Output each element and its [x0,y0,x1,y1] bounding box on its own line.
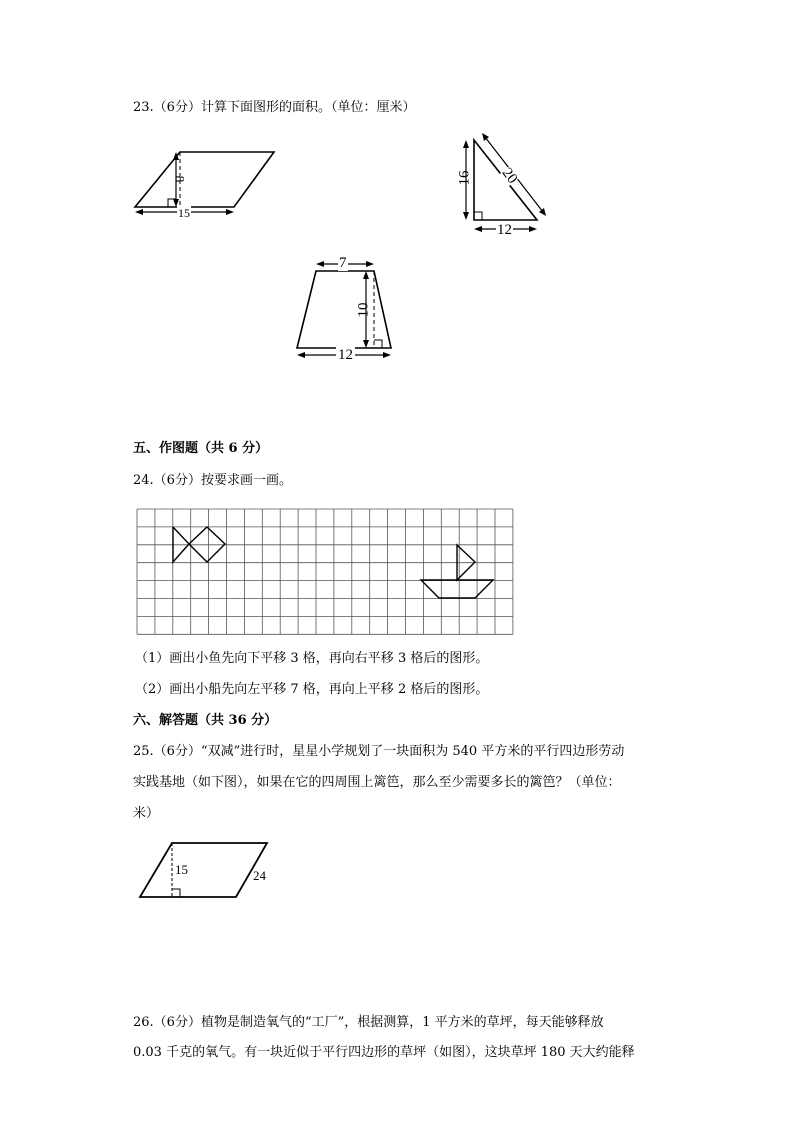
question-25-line2: 实践基地（如下图），如果在它的四周围上篱笆，那么至少需要多长的篱笆？（单位： [133,775,621,790]
question-23-text: 23.（6分）计算下面图形的面积。（单位：厘米） [133,100,416,115]
section-6-title: 六、解答题（共 36 分） [133,713,278,728]
fig1-base-label: 15 [178,206,190,220]
question-26-line1: 26.（6分）植物是制造氧气的“工厂”，根据测算，1 平方米的草坪，每天能够释放 [133,1015,604,1030]
question-25-line1: 25.（6分）“双减”进行时，星星小学规划了一块面积为 540 平方米的平行四边形劳动 [133,744,625,759]
fig2-hyp-label: 20 [498,165,521,187]
fig1-height-label: 8 [172,175,188,183]
fig2-height-label: 16 [456,170,473,186]
question-24-sub2: （2）画出小船先向左平移 7 格，再向上平移 2 格后的图形。 [135,682,489,697]
question-24-text: 24.（6分）按要求画一画。 [133,473,292,488]
fig2-base-label: 12 [497,222,512,238]
fig3-top-label: 7 [339,255,347,271]
fig3-bottom-label: 12 [338,347,353,363]
q25-side-label: 24 [253,868,266,883]
question-26-line2: 0.03 千克的氧气。有一块近似于平行四边形的草坪（如图），这块草坪 180 天大约能释 [133,1045,635,1060]
question-25-line3: 米） [133,806,160,821]
question-24-sub1: （1）画出小鱼先向下平移 3 格，再向右平移 3 格后的图形。 [135,651,489,666]
q25-height-label: 15 [175,862,188,877]
fig3-height-label: 10 [355,302,372,318]
section-5-title: 五、作图题（共 6 分） [133,441,269,456]
